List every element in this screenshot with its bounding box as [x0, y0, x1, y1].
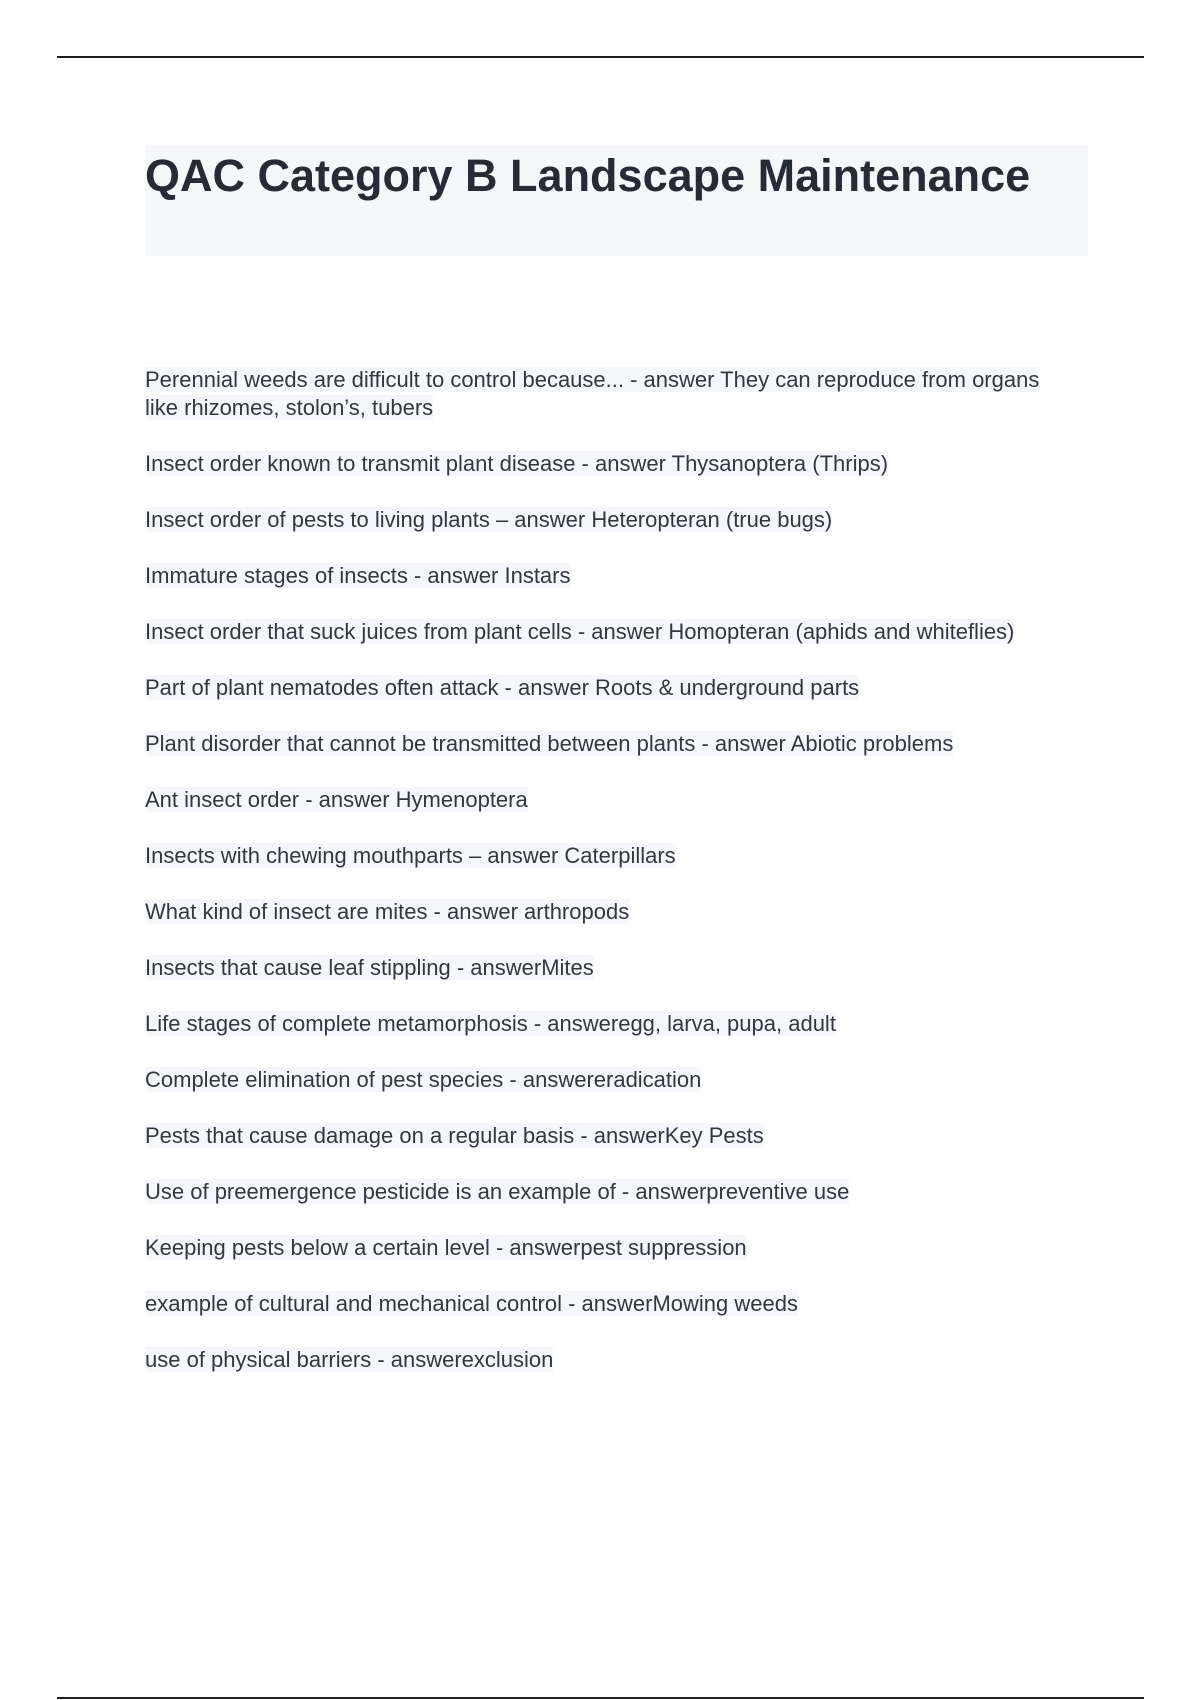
qa-item	[145, 1010, 1065, 1038]
document-title: QAC Category B Landscape Maintenance	[145, 150, 1031, 201]
qa-text: Insects with chewing mouthparts – answer Caterpillars	[145, 843, 676, 868]
qa-item	[145, 1290, 1065, 1318]
qa-text: Insects that cause leaf stippling - answerMites	[145, 955, 594, 980]
qa-item	[145, 506, 1065, 534]
qa-text: example of cultural and mechanical control - answerMowing weeds	[145, 1291, 798, 1316]
qa-text: What kind of insect are mites - answer arthropods	[145, 899, 630, 924]
qa-item	[145, 366, 1065, 422]
qa-text: Ant insect order - answer Hymenoptera	[145, 787, 528, 812]
qa-item	[145, 954, 1065, 982]
qa-item	[145, 618, 1065, 646]
qa-text: Insect order known to transmit plant disease - answer Thysanoptera (Thrips)	[145, 451, 889, 476]
top-divider	[57, 56, 1144, 58]
qa-item	[145, 730, 1065, 758]
bottom-divider	[57, 1697, 1144, 1699]
qa-item	[145, 1234, 1065, 1262]
qa-text: Life stages of complete metamorphosis - answeregg, larva, pupa, adult	[145, 1011, 836, 1036]
title-block	[145, 146, 1088, 256]
qa-text: Keeping pests below a certain level - answerpest suppression	[145, 1235, 747, 1260]
qa-item	[145, 786, 1065, 814]
qa-item	[145, 1122, 1065, 1150]
qa-item	[145, 450, 1065, 478]
qa-item	[145, 1066, 1065, 1094]
qa-item	[145, 842, 1065, 870]
qa-text: Perennial weeds are difficult to control because... - answer They can reproduce from organs like rhizomes, stolon’s, tubers	[145, 367, 1040, 420]
qa-text: Pests that cause damage on a regular basis - answerKey Pests	[145, 1123, 764, 1148]
qa-item	[145, 1346, 1065, 1374]
qa-list	[145, 366, 1065, 1402]
qa-text: Immature stages of insects - answer Instars	[145, 563, 571, 588]
qa-text: Insect order that suck juices from plant cells - answer Homopteran (aphids and whiteflies)	[145, 619, 1015, 644]
qa-text: Plant disorder that cannot be transmitted between plants - answer Abiotic problems	[145, 731, 954, 756]
qa-text: use of physical barriers - answerexclusion	[145, 1347, 554, 1372]
qa-text: Insect order of pests to living plants – answer Heteropteran (true bugs)	[145, 507, 833, 532]
qa-text: Complete elimination of pest species - answereradication	[145, 1067, 702, 1092]
qa-text: Use of preemergence pesticide is an example of - answerpreventive use	[145, 1179, 850, 1204]
qa-item	[145, 898, 1065, 926]
qa-text: Part of plant nematodes often attack - answer Roots & underground parts	[145, 675, 860, 700]
qa-item	[145, 1178, 1065, 1206]
qa-item	[145, 674, 1065, 702]
qa-item	[145, 562, 1065, 590]
